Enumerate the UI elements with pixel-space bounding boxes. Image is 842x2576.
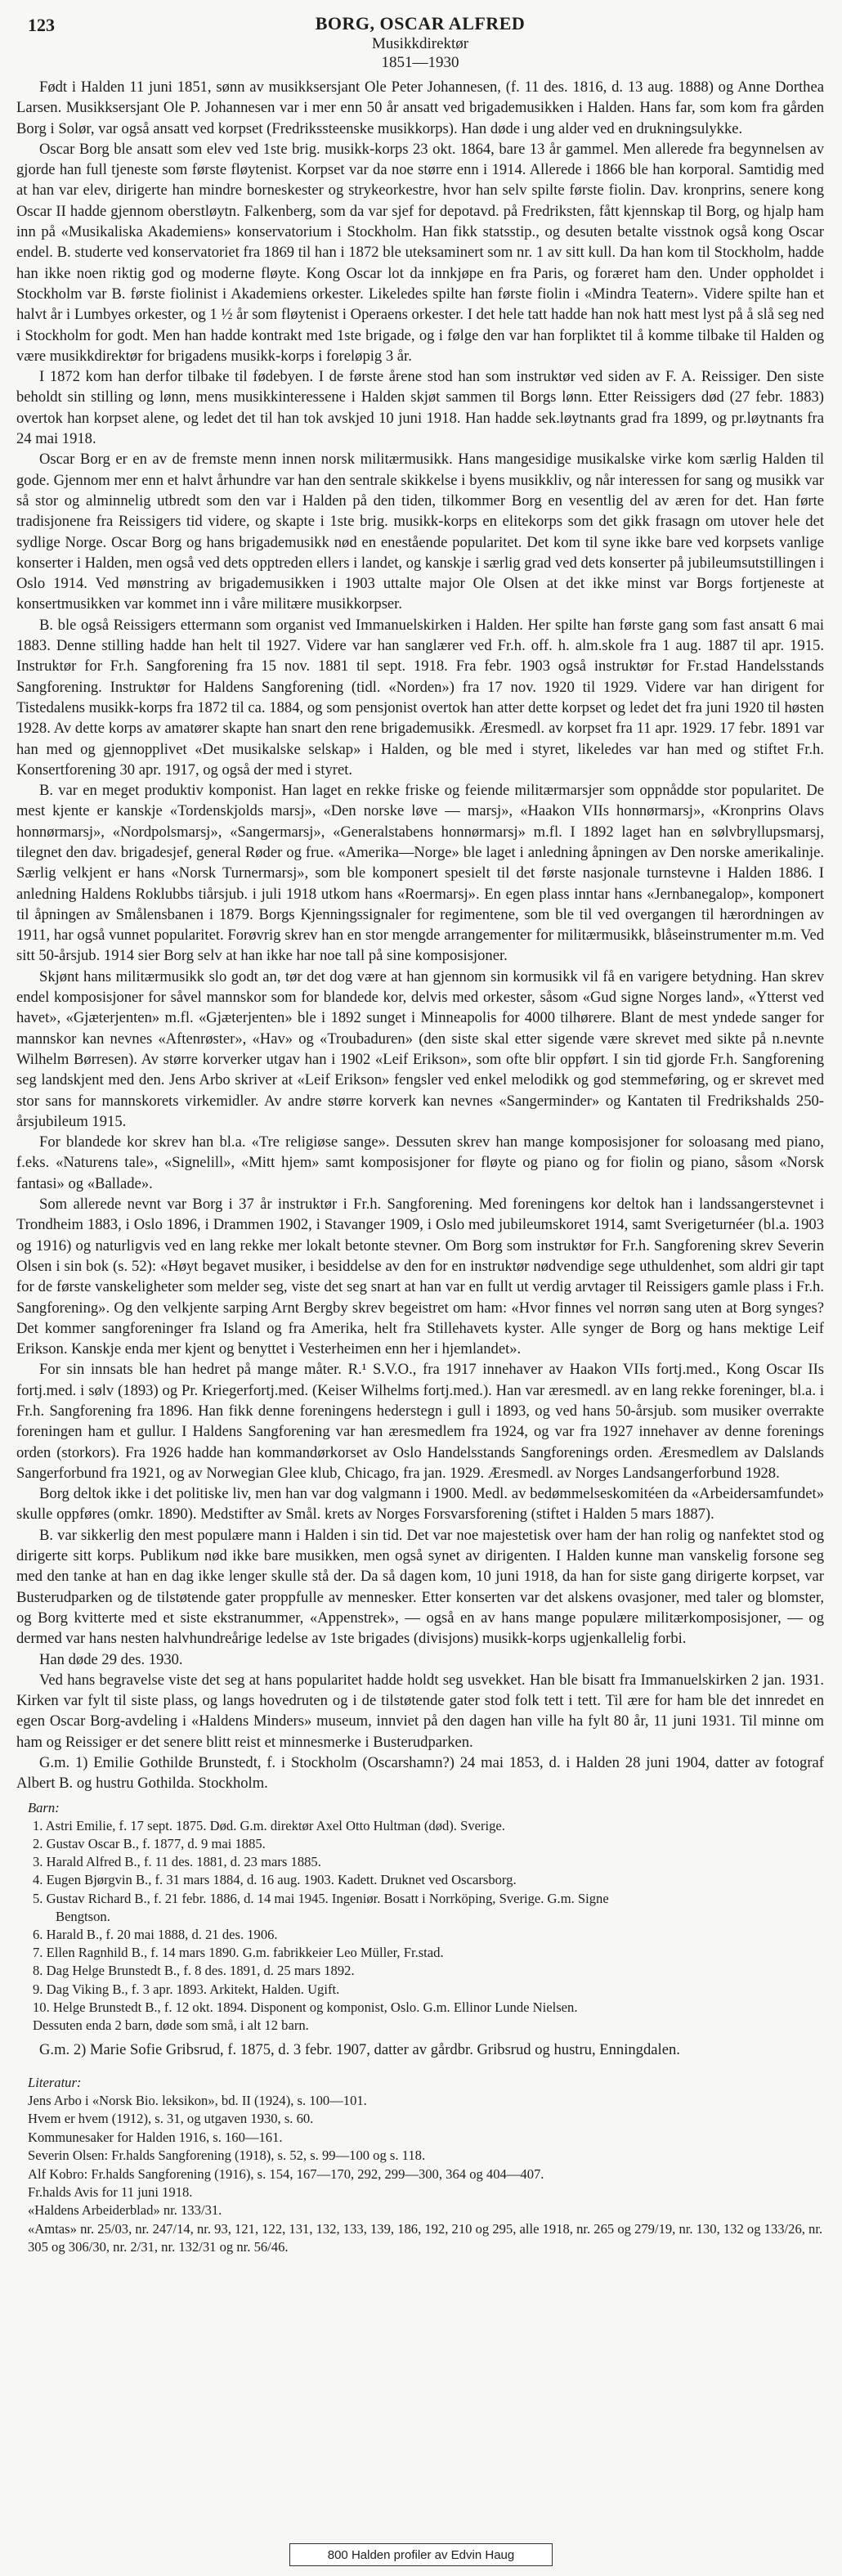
person-name: BORG, OSCAR ALFRED: [315, 13, 526, 34]
child-entry: 2. Gustav Oscar B., f. 1877, d. 9 mai 1885.: [33, 1836, 266, 1852]
biography-paragraph: Oscar Borg ble ansatt som elev ved 1ste brig. musikk-korps 23 okt. 1864, bare 13 år gammel. Men allerede fra begynnelsen av gjorde han full tjeneste som første fløytenist. Korpset var da noe større enn i 1914. Allerede i 1866 ble han korporal. Samtidig med at han var elev, dirigerte han mindre borneskester og strykeorkestre, hvor han selv spilte første fiolin. Dav. kronprins, senere kong Oscar II hadde gjennom oberstløytn. Falkenberg, som da var sjef for depotavd. på Fredriksten, fått kjennskap til Borg, og hjalp ham inn på «Musikaliska Akademiens» konservatorium i Stockholm. Han fikk statsstip., og desuten betalte visstnok også kong Oscar endel. B. studerte ved konservatoriet fra 1869 til han i 1872 ble uteksaminert som nr. 1 av sitt kull. Da han kom til Stockholm, hadde han ikke noen riktig god og moderne fløyte. Kong Oscar lot da innkjøpe en fra Paris, og foræret ham den. Under oppholdet i Stockholm var B. første fiolinist i Akademiens orkester. Likeledes spilte han første fiolin i «Mindra Teatern». Videre spilte han et halvt år i Lumbyes orkester, og 1 ½ år som fløytenist i Operaens orkester. I det hele tatt hadde han nok hatt mest lyst på å slå seg ned i Stockholm for godt. Men han hadde kontrakt med 1ste brigade, og i følge den var han forpliktet til å komme tilbake til Halden og være musikkdirektør for brigadens musikk-korps i foreløpig 3 år.: [16, 140, 824, 365]
biography-paragraph: For blandede kor skrev han bl.a. «Tre religiøse sange». Dessuten skrev han mange komposisjoner for soloasang med piano, f.eks. «Naturens tale», «Signelill», «Mitt hjem» samt komposisjoner for fløyte og piano og for fiolin og piano, såsom «Norsk fantasi» og «Ballade».: [16, 1133, 824, 1192]
biography-paragraph: Han døde 29 des. 1930.: [39, 1650, 183, 1668]
children-list: [16, 1799, 824, 2035]
child-entry: 9. Dag Viking B., f. 3 apr. 1893. Arkitekt, Halden. Ugift.: [33, 1981, 340, 1997]
biography-paragraph: Skjønt hans militærmusikk slo godt an, tør det dog være at han gjennom sin kormusikk vil få en varigere betydning. Han skrev endel komposisjoner for såvel mannskor som for blandede kor, delvis med orkester, såsom «Gud signe Norges land», «Ytterst ved havet», «Gjæterjenten» m.fl. «Gjæterjenten» ble i 1892 sunget i Minneapolis for 4000 tilhørere. Blant de mest yndede sanger for mannskor kan nevnes «Aftenrøster», «Hav» og «Troubaduren» (den siste skal etter sigende være skrevet med sikte på n.nevnte Wilhelm Børresen). Av større korverker utgav han i 1902 «Leif Erikson», som ofte blir oppført. I sin tid gjorde Fr.h. Sangforening seg landskjent med den. Jens Arbo skriver at «Leif Erikson» fengsler ved enkel melodikk og god stemmeføring, og er skrevet med stor sans for mannskorets virkemidler. Av andre større korverk kan nevnes «Sangerminder» og Kantaten til Fredrikshalds 250-årsjubileum 1915.: [16, 967, 824, 1130]
child-entry: 1. Astri Emilie, f. 17 sept. 1875. Død. G.m. direktør Axel Otto Hultman (død). Sverige.: [33, 1817, 505, 1833]
child-entry: 7. Ellen Ragnhild B., f. 14 mars 1890. G.m. fabrikkeier Leo Müller, Fr.stad.: [33, 1945, 444, 1961]
person-role: Musikkdirektør: [371, 35, 469, 52]
literature-entry: Hvem er hvem (1912), s. 31, og utgaven 1930, s. 60.: [28, 2111, 314, 2127]
biography-paragraph: B. ble også Reissigers ettermann som organist ved Immanuelskirken i Halden. Her spilte han første gang som fast ansatt 6 mai 1883. Denne stilling hadde han helt til 1927. Videre var han sanglærer ved Fr.h. off. h. alm.skole fra 1 aug. 1887 til apr. 1915. Instruktør for Fr.h. Sangforening fra 15 nov. 1881 til sept. 1918. Fra febr. 1903 også instruktør for Fr.stad Handelsstands Sangforening. Instruktør for Haldens Sangforening (tidl. «Norden») fra 17 nov. 1920 til 1929. Videre var han dirigent for Tistedalens musikk-korps fra 1872 til ca. 1884, og som pensjonist overtok han atter dette korpset og ledet det fra juni 1920 til høsten 1928. Av dette korps av amatører skapte han snart den rene brigademusikk. Æresmedl. av korpset fra 11 apr. 1929. 17 febr. 1891 var han med og gjennopplivet «Det musikalske selskap» i Halden, og ble med i styret, likeledes var han med og stiftet Fr.h. Konsertforening 30 apr. 1917, og også der med i styret.: [16, 616, 824, 779]
biography-paragraph: Født i Halden 11 juni 1851, sønn av musikksersjant Ole Peter Johannesen, (f. 11 des. 1816, d. 13 aug. 1888) og Anne Dorthea Larsen. Musikksersjant Ole P. Johannesen var i mer enn 50 år ansatt ved brigademusikken i Halden. Hans far, som kom fra gården Borg i Solør, var også ansatt ved korpset (Fredrikssteenske musikkorps). Han døde i ung alder ved en drukningsulykke.: [16, 79, 824, 137]
biography-text: [16, 77, 824, 1794]
second-marriage: G.m. 2) Marie Sofie Gribsrud, f. 1875, d. 3 febr. 1907, datter av gårdbr. Gribsrud og hustru, Enningdalen.: [39, 2041, 680, 2059]
child-entry: 10. Helge Brunstedt B., f. 12 okt. 1894. Disponent og komponist, Oslo. G.m. Ellinor Lunde Nielsen.: [33, 1999, 578, 2015]
page-number: 123: [28, 15, 55, 35]
child-entry: 3. Harald Alfred B., f. 11 des. 1881, d. 23 mars 1885.: [33, 1854, 321, 1870]
literature-list: [16, 2074, 824, 2257]
biography-paragraph: Oscar Borg er en av de fremste menn innen norsk militærmusikk. Hans mangesidige musikalske virke kom særlig Halden til gode. Gjennom mer enn et halvt århundre var han den sentrale skikkelse i byens musikkliv, og når interessen for sang og musikk var så stor og alminnelig utbredt som den var i Halden på den tiden, tilkommer Borg en vesentlig del av æren for det. Han førte tradisjonene fra Reissigers tid videre, og skapte i 1ste brig. musikk-korps en elitekorps som det gikk frasagn om utover hele det sydlige Norge. Oscar Borg og hans brigademusikk nød en enestående popularitet. Det kom til syne ikke bare ved korpsets vanlige konserter i Halden, men også ved dets opptreden ellers i landet, og kanskje i særlig grad ved dets konserter på jubileumsutstillingen i Oslo 1914. Ved mønstring av brigademusikken i 1903 uttalte major Ole Olsen at det ikke minst var Borgs fortjeneste at konsertmusikken var kommet inn i våre militære musikkorpser.: [16, 451, 824, 613]
literature-entry: Fr.halds Avis for 11 juni 1918.: [28, 2184, 193, 2201]
literature-entry: Jens Arbo i «Norsk Bio. leksikon», bd. II (1924), s. 100—101.: [28, 2092, 367, 2108]
source-footer: 800 Halden profiler av Edvin Haug: [289, 2543, 553, 2566]
biography-paragraph: I 1872 kom han derfor tilbake til fødebyen. I de første årene stod han som instruktør ved siden av F. A. Reissiger. Den siste beholdt sin stilling og lønn, mens musikkinteressene i Halden skjøt sammen til Borgs lønn. Etter Reissigers død (27 febr. 1883) overtok han korpset alene, og ledet det til han tok avskjed 10 juni 1918. Han hadde sek.løytnants grad fra 1899, og pr.løytnants fra 24 mai 1918.: [16, 368, 824, 448]
biography-paragraph: B. var sikkerlig den mest populære mann i Halden i sin tid. Det var noe majestetisk over ham der han rolig og nanfektet stod og dirigerte sitt korps. Publikum nød ikke bare musikken, men også synet av dirigenten. I Halden kunne man vanskelig forsone seg med den tanke at han en dag ikke lenger skulle stå der. Da så dagen kom, 10 juni 1918, da han for siste gang dirigerte korpset, var Busterudparken og de tilstøtende gater proppfulle av mennesker. Etter konserten var det alskens ovasjoner, med taler og blomster, og Borg kvitterte med et siste ekstranummer, «Appenstrek», — også en av hans mange populære militærkomposisjoner, — og dermed var hans nesten halvhundreårige ledelse av 1ste brigades (divisjons) musikk-korps ugjenkallelig forbi.: [16, 1526, 824, 1648]
literature-entry: Kommunesaker for Halden 1916, s. 160—161.: [28, 2129, 283, 2145]
biography-paragraph: Borg deltok ikke i det politiske liv, men han var dog valgmann i 1900. Medl. av bedømmelseskomitéen da «Arbeidersamfundet» skulle oppføres (omkr. 1890). Medstifter av Smål. krets av Norges Forsvarsforening (stiftet i Halden 5 mars 1887).: [16, 1485, 824, 1524]
biography-paragraph: For sin innsats ble han hedret på mange måter. R.¹ S.V.O., fra 1917 innehaver av Haakon VIIs fortj.med., Kong Oscar IIs fortj.med. i sølv (1893) og Pr. Kriegerfortj.med. (Keiser Wilhelms fortj.med.). Han var æresmedl. av en lang rekke foreninger, bl.a. i Fr.h. Sangforening fra 1896. Han fikk denne foreningens hederstegn i gull i 1893, og ved hans 50-årsjub. som musiker overrakte foreningen ham et gullur. I Haldens Sangforening var han æresmedlem fra 1924, og var fra 1927 innehaver av denne forenings orden (storkors). Fra 1926 hadde han kommandørkorset av Oslo Handelsstands Sangforenings orden. Æresmedlem av Dalslands Sangerforbund fra 1921, og av Norwegian Glee klub, Chicago, fra jan. 1929. Æresmedl. av Norges Landsangerforbund 1928.: [16, 1361, 824, 1482]
header-title-block: [16, 8, 824, 72]
children-heading: Barn:: [28, 1799, 60, 1815]
literature-entry: Severin Olsen: Fr.halds Sangforening (1918), s. 52, s. 99—100 og s. 118.: [28, 2147, 426, 2164]
child-entry: 8. Dag Helge Brunstedt B., f. 8 des. 1891, d. 25 mars 1892.: [33, 1963, 355, 1979]
child-entry: 6. Harald B., f. 20 mai 1888, d. 21 des. 1906.: [33, 1927, 278, 1943]
biography-paragraph: Ved hans begravelse viste det seg at hans popularitet hadde holdt seg usvekket. Han ble bisatt fra Immanuelskirken 2 jan. 1931. Kirken var fylt til siste plass, og langs hovedruten og i de tilstøtende gater stod folk tett i tett. Til ære for ham ble det innredet en egen Oscar Borg-avdeling i «Haldens Minders» museum, innviet på den dagen han ville ha fylt 80 år, 11 juni 1931. Til minne om ham og Reissiger er det senere blitt reist et minnesmerke i Busterudparken.: [16, 1671, 824, 1751]
biography-paragraph: Som allerede nevnt var Borg i 37 år instruktør i Fr.h. Sangforening. Med foreningens kor deltok han i landssangerstevnet i Trondheim 1883, i Oslo 1896, i Drammen 1902, i Stavanger 1909, i Oslo med jubileumskoret 1914, samt Sverigeturnéer (bl.a. 1903 og 1916) og naturligvis ved en lang rekke mer lokalt betonte stevner. Om Borg som instruktør for Fr.h. Sangforening skrev Severin Olsen i sin bok (s. 52): «Høyt begavet musiker, i besiddelse av den for en instruktør nødvendige sege uthuldenhet, som aldri gir tapt for de første vanskeligheter som melder seg, viste det seg snart at han var en fullt ut verdig arvtager til Reissigers gamle plass i Fr.h. Sangforening». Og den velkjente sarping Arnt Bergby skrev begeistret om ham: «Hvor finnes vel norrøn sang uten at Borg synges? Det kommer sangforeninger fra Island og fra Amerika, helt fra Stillehavets kyster. Alle synger de Borg og hans mektige Leif Erikson. Kanskje enda mer kjent og benyttet i Vesterheimen enn her i hjemlandet».: [16, 1196, 824, 1358]
child-entry: 5. Gustav Richard B., f. 21 febr. 1886, d. 14 mai 1945. Ingeniør. Bosatt i Norrköping, Sverige. G.m. Signe: [33, 1890, 609, 1906]
child-entry: 4. Eugen Bjørgvin B., f. 31 mars 1884, d. 16 aug. 1903. Kadett. Druknet ved Oscarsborg.: [33, 1872, 517, 1888]
literature-heading: Literatur:: [28, 2074, 82, 2090]
children-summary: Dessuten enda 2 barn, døde som små, i alt 12 barn.: [33, 2017, 309, 2034]
literature-entry: «Amtas» nr. 25/03, nr. 247/14, nr. 93, 121, 122, 131, 132, 133, 139, 186, 192, 210 og 295, alle 1918, nr. 265 og 279/19, nr. 130, 132 og 133/26, nr. 305 og 306/30, nr. 2/31, nr. 132/31 og nr. 56/46.: [28, 2220, 823, 2255]
page-header: [16, 8, 824, 77]
person-years: 1851—1930: [381, 54, 459, 71]
literature-entry: «Haldens Arbeiderblad» nr. 133/31.: [28, 2202, 222, 2219]
child-entry-continuation: Bengtson.: [56, 1908, 110, 1924]
biography-paragraph: G.m. 1) Emilie Gothilde Brunstedt, f. i Stockholm (Oscarshamn?) 24 mai 1853, d. i Halden 28 juni 1904, datter av fotograf Albert B. og hustru Gothilda. Stockholm.: [16, 1754, 824, 1793]
biography-paragraph: B. var en meget produktiv komponist. Han laget en rekke friske og feiende militærmarsjer som oppnådde stor popularitet. De mest kjente er kanskje «Tordenskjolds marsj», «Den norske løve — marsj», «Haakon VIIs honnørmarsj», «Kronprins Olavs honnørmarsj», «Nordpolsmarsj», «Sangermarsj», «Generalstabens honnørmarsj» m.fl. I 1892 laget han en sølvbryllupsmarsj, tilegnet den dav. brigadesjef, general Røder og frue. «Amerika—Norge» ble laget i anledning åpningen av Den norske amerikalinje. Særlig velkjent er hans «Norsk Turnermarsj», som ble komponert spesielt til det første nasjonale turnstevne i Halden 1886. I anledning Haldens Roklubbs tiårsjub. i juli 1918 utkom hans «Roermarsj». En egen plass inntar hans «Jernbanegalop», komponert til åpningen av Smålensbanen i 1879. Borgs Kjenningssignaler for regimentene, som ble til ved overgangen til hærordningen av 1911, har også vunnet popularitet. Forøvrig skrev han en stor mengde arrangementer for militærmusikk, blåseinstrumenter m.m. Ved sitt 50-årsjub. 1914 sier Borg selv at han ikke har noe tall på sine komposisjoner.: [16, 782, 824, 965]
literature-entry: Alf Kobro: Fr.halds Sangforening (1916), s. 154, 167—170, 292, 299—300, 364 og 404—407.: [28, 2165, 544, 2182]
